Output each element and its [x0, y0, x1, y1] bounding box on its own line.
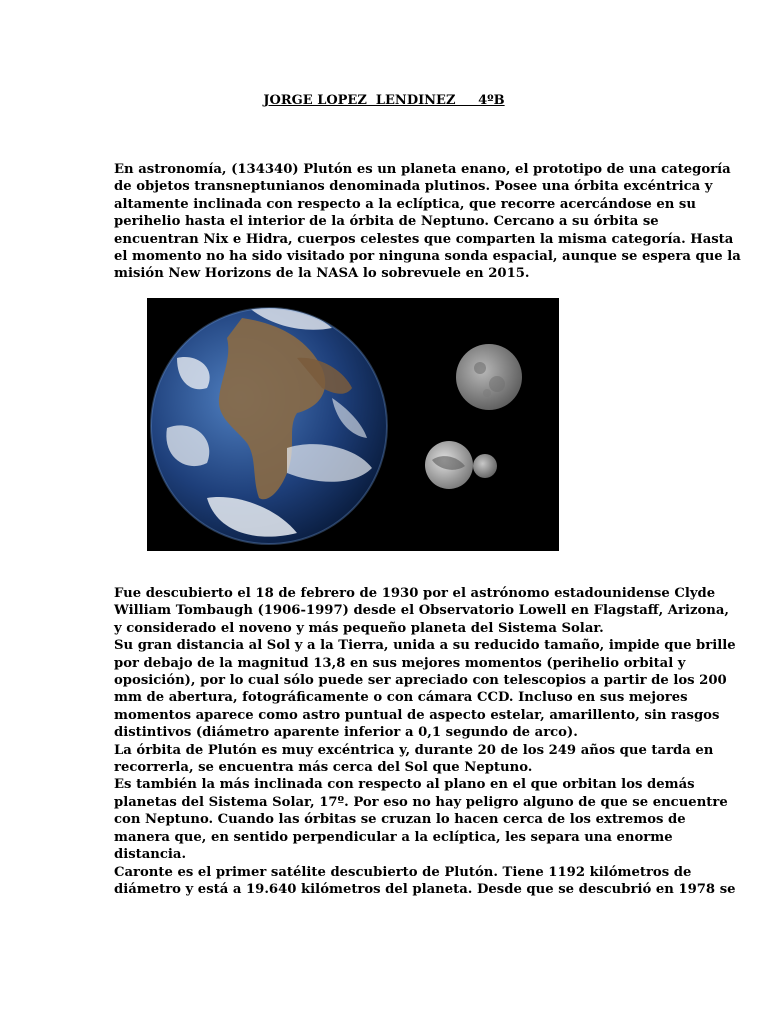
planets-illustration: [147, 298, 559, 551]
author-and-class: JORGE LOPEZ LENDINEZ 4ºB: [263, 93, 505, 108]
paragraph-discovery: [114, 585, 736, 898]
text-line: encuentran Nix e Hidra, cuerpos celestes que comparten la misma categoría. Hasta: [114, 231, 734, 247]
pluto: [425, 441, 473, 489]
text-line: William Tombaugh (1906-1997) desde el Observatorio Lowell en Flagstaff, Arizona,: [114, 603, 729, 619]
text-line: recorrerla, se encuentra más cerca del Sol que Neptuno.: [114, 760, 533, 776]
text-line: mm de abertura, fotográficamente o con cámara CCD. Incluso en sus mejores: [114, 690, 688, 706]
text-line: misión New Horizons de la NASA lo sobrevuele en 2015.: [114, 266, 530, 282]
text-line: distancia.: [114, 847, 187, 863]
text-line: Fue descubierto el 18 de febrero de 1930 por el astrónomo estadounidense Clyde: [114, 586, 716, 601]
text-line: diámetro y está a 19.640 kilómetros del planeta. Desde que se descubrió en 1978 se: [114, 881, 736, 897]
text-line: Su gran distancia al Sol y a la Tierra, unida a su reducido tamaño, impide que brille: [114, 638, 736, 654]
text-line: La órbita de Plutón es muy excéntrica y, durante 20 de los 249 años que tarda en: [114, 742, 714, 758]
earth-moon-pluto-image: [147, 298, 559, 551]
text-line: Caronte es el primer satélite descubierto de Plutón. Tiene 1192 kilómetros de: [114, 864, 692, 880]
text-line: por debajo de la magnitud 13,8 en sus mejores momentos (perihelio orbital y: [114, 655, 686, 671]
text-line: Es también la más inclinada con respecto al plano en el que orbitan los demás: [114, 777, 695, 793]
text-line: oposición), por lo cual sólo puede ser apreciado con telescopios a partir de los 200: [114, 673, 727, 689]
text-line: momentos aparece como astro puntual de aspecto estelar, amarillento, sin rasgos: [114, 707, 720, 723]
text-line: perihelio hasta el interior de la órbita de Neptuno. Cercano a su órbita se: [114, 214, 659, 230]
charon: [473, 454, 497, 478]
text-line: altamente inclinada con respecto a la eclíptica, que recorre acercándose en su: [114, 196, 696, 212]
paragraph-intro: [114, 161, 741, 283]
text-line: el momento no ha sido visitado por ninguna sonda espacial, aunque se espera que la: [114, 249, 741, 265]
earth-globe: [151, 305, 387, 544]
text-line: de objetos transneptunianos denominada plutinos. Posee una órbita excéntrica y: [114, 179, 713, 195]
text-line: distintivos (diámetro aparente inferior a 0,1 segundo de arco).: [114, 725, 578, 741]
text-line: En astronomía, (134340) Plutón es un planeta enano, el prototipo de una categoría: [114, 162, 731, 177]
moon: [456, 344, 522, 410]
text-line: manera que, en sentido perpendicular a la eclíptica, les separa una enorme: [114, 829, 673, 845]
text-line: planetas del Sistema Solar, 17º. Por eso no hay peligro alguno de que se encuentre: [114, 794, 728, 810]
text-line: y considerado el noveno y más pequeño planeta del Sistema Solar.: [114, 620, 604, 636]
document-header: [0, 93, 768, 109]
text-line: con Neptuno. Cuando las órbitas se cruzan lo hacen cerca de los extremos de: [114, 812, 686, 828]
